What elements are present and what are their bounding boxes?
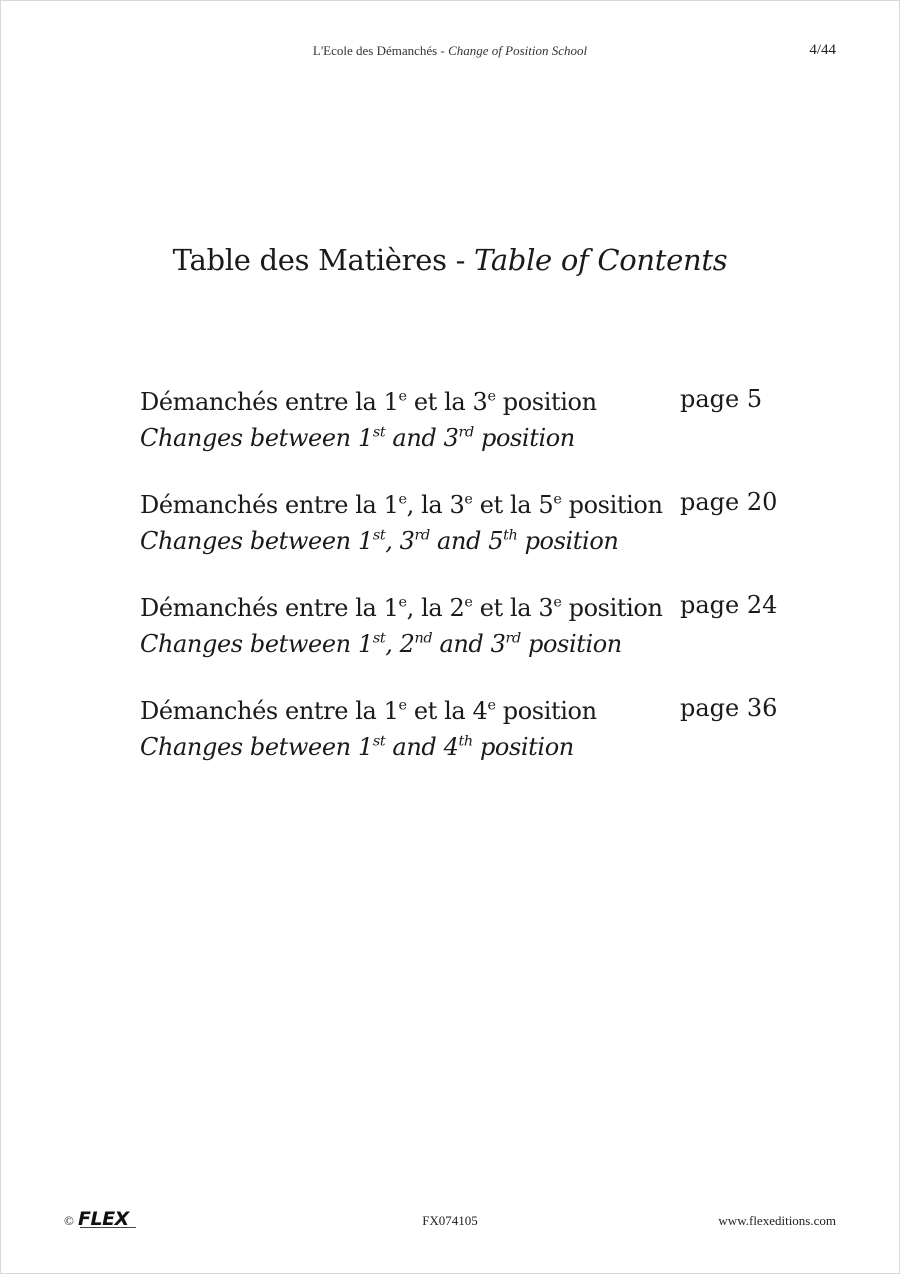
catalog-code: FX074105 [422, 1213, 478, 1228]
page-footer [0, 1208, 900, 1232]
header-title [0, 43, 900, 59]
toc-entry-fr: Démanchés entre la 1e et la 4e position [140, 697, 597, 725]
toc-entry[interactable] [140, 694, 780, 767]
toc-entry-en: Changes between 1st, 2nd and 3rd position [140, 630, 622, 658]
toc-entry[interactable] [140, 385, 780, 458]
website-link[interactable]: www.flexeditions.com [718, 1213, 836, 1228]
toc-entry-en: Changes between 1st and 3rd position [140, 424, 575, 452]
header-title-fr: L'Ecole des Démanchés - [312, 43, 449, 58]
toc-entry[interactable] [140, 488, 780, 561]
page-number: 4/44 [809, 42, 836, 58]
toc-entry-fr: Démanchés entre la 1e et la 3e position [140, 388, 597, 416]
toc-entry-page[interactable]: page 5 [680, 385, 763, 413]
toc-heading [0, 243, 900, 277]
toc-entry-fr: Démanchés entre la 1e, la 3e et la 5e position [140, 491, 663, 519]
toc-entry-page[interactable]: page 20 [680, 488, 778, 516]
toc-entry-page[interactable]: page 36 [680, 694, 778, 722]
copyright-symbol: © [64, 1213, 74, 1228]
toc-heading-fr: Table des Matières - [172, 243, 475, 277]
toc-heading-en: Table of Contents [474, 243, 728, 277]
toc-entry-en: Changes between 1st and 4th position [140, 733, 574, 761]
toc-entry-en: Changes between 1st, 3rd and 5th position [140, 527, 619, 555]
publisher-logo: FLEX [78, 1208, 129, 1230]
toc-entry-page[interactable]: page 24 [680, 591, 778, 619]
toc-entry[interactable] [140, 591, 780, 664]
header-title-en: Change of Position School [448, 43, 588, 58]
toc-entry-fr: Démanchés entre la 1e, la 2e et la 3e position [140, 594, 663, 622]
